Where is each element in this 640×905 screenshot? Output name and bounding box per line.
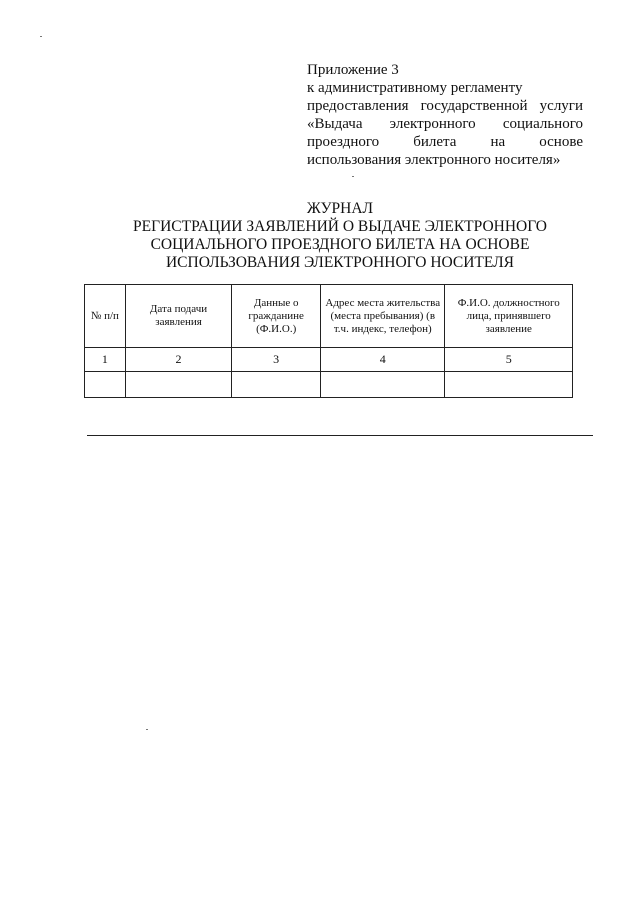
appendix-number: Приложение 3: [307, 62, 399, 78]
column-number-5: 5: [445, 348, 573, 372]
appendix-service-name-1: «Выдача электронного социального: [307, 116, 583, 132]
journal-title-line-3: СОЦИАЛЬНОГО ПРОЕЗДНОГО БИЛЕТА НА ОСНОВЕ: [150, 236, 530, 253]
header-official-name: Ф.И.О. должностного лица, принявшего заявление: [445, 285, 573, 348]
appendix-service-name-3: использования электронного носителя»: [307, 152, 561, 168]
appendix-service-name-2: проездного билета на основе: [307, 134, 583, 150]
column-number-4: 4: [321, 348, 445, 372]
appendix-regulation: к административному регламенту: [307, 80, 523, 96]
table-cell-empty: [232, 372, 321, 398]
journal-title: [60, 200, 620, 272]
column-number-1: 1: [85, 348, 126, 372]
table-cell-empty: [125, 372, 232, 398]
scan-speck: [146, 729, 148, 730]
header-citizen-data: Данные о гражданине (Ф.И.О.): [232, 285, 321, 348]
horizontal-rule: [87, 435, 593, 436]
header-row-number: № п/п: [85, 285, 126, 348]
registration-journal-table: [84, 284, 573, 398]
header-application-date: Дата подачи заявления: [125, 285, 232, 348]
column-number-2: 2: [125, 348, 232, 372]
column-number-3: 3: [232, 348, 321, 372]
journal-title-line-1: ЖУРНАЛ: [306, 200, 374, 217]
table-header-row: [85, 285, 573, 348]
scan-speck: [40, 36, 42, 37]
table-cell-empty: [445, 372, 573, 398]
appendix-service: предоставления государственной услуги: [307, 98, 583, 114]
scan-speck: [352, 176, 354, 177]
table-cell-empty: [85, 372, 126, 398]
journal-title-line-2: РЕГИСТРАЦИИ ЗАЯВЛЕНИЙ О ВЫДАЧЕ ЭЛЕКТРОННОГО: [133, 218, 547, 235]
table-row: [85, 372, 573, 398]
column-number-row: [85, 348, 573, 372]
appendix-note: [307, 61, 583, 169]
table-cell-empty: [321, 372, 445, 398]
header-address: Адрес места жительства (места пребывания) (в т.ч. индекс, телефон): [321, 285, 445, 348]
journal-title-line-4: ИСПОЛЬЗОВАНИЯ ЭЛЕКТРОННОГО НОСИТЕЛЯ: [165, 254, 515, 271]
